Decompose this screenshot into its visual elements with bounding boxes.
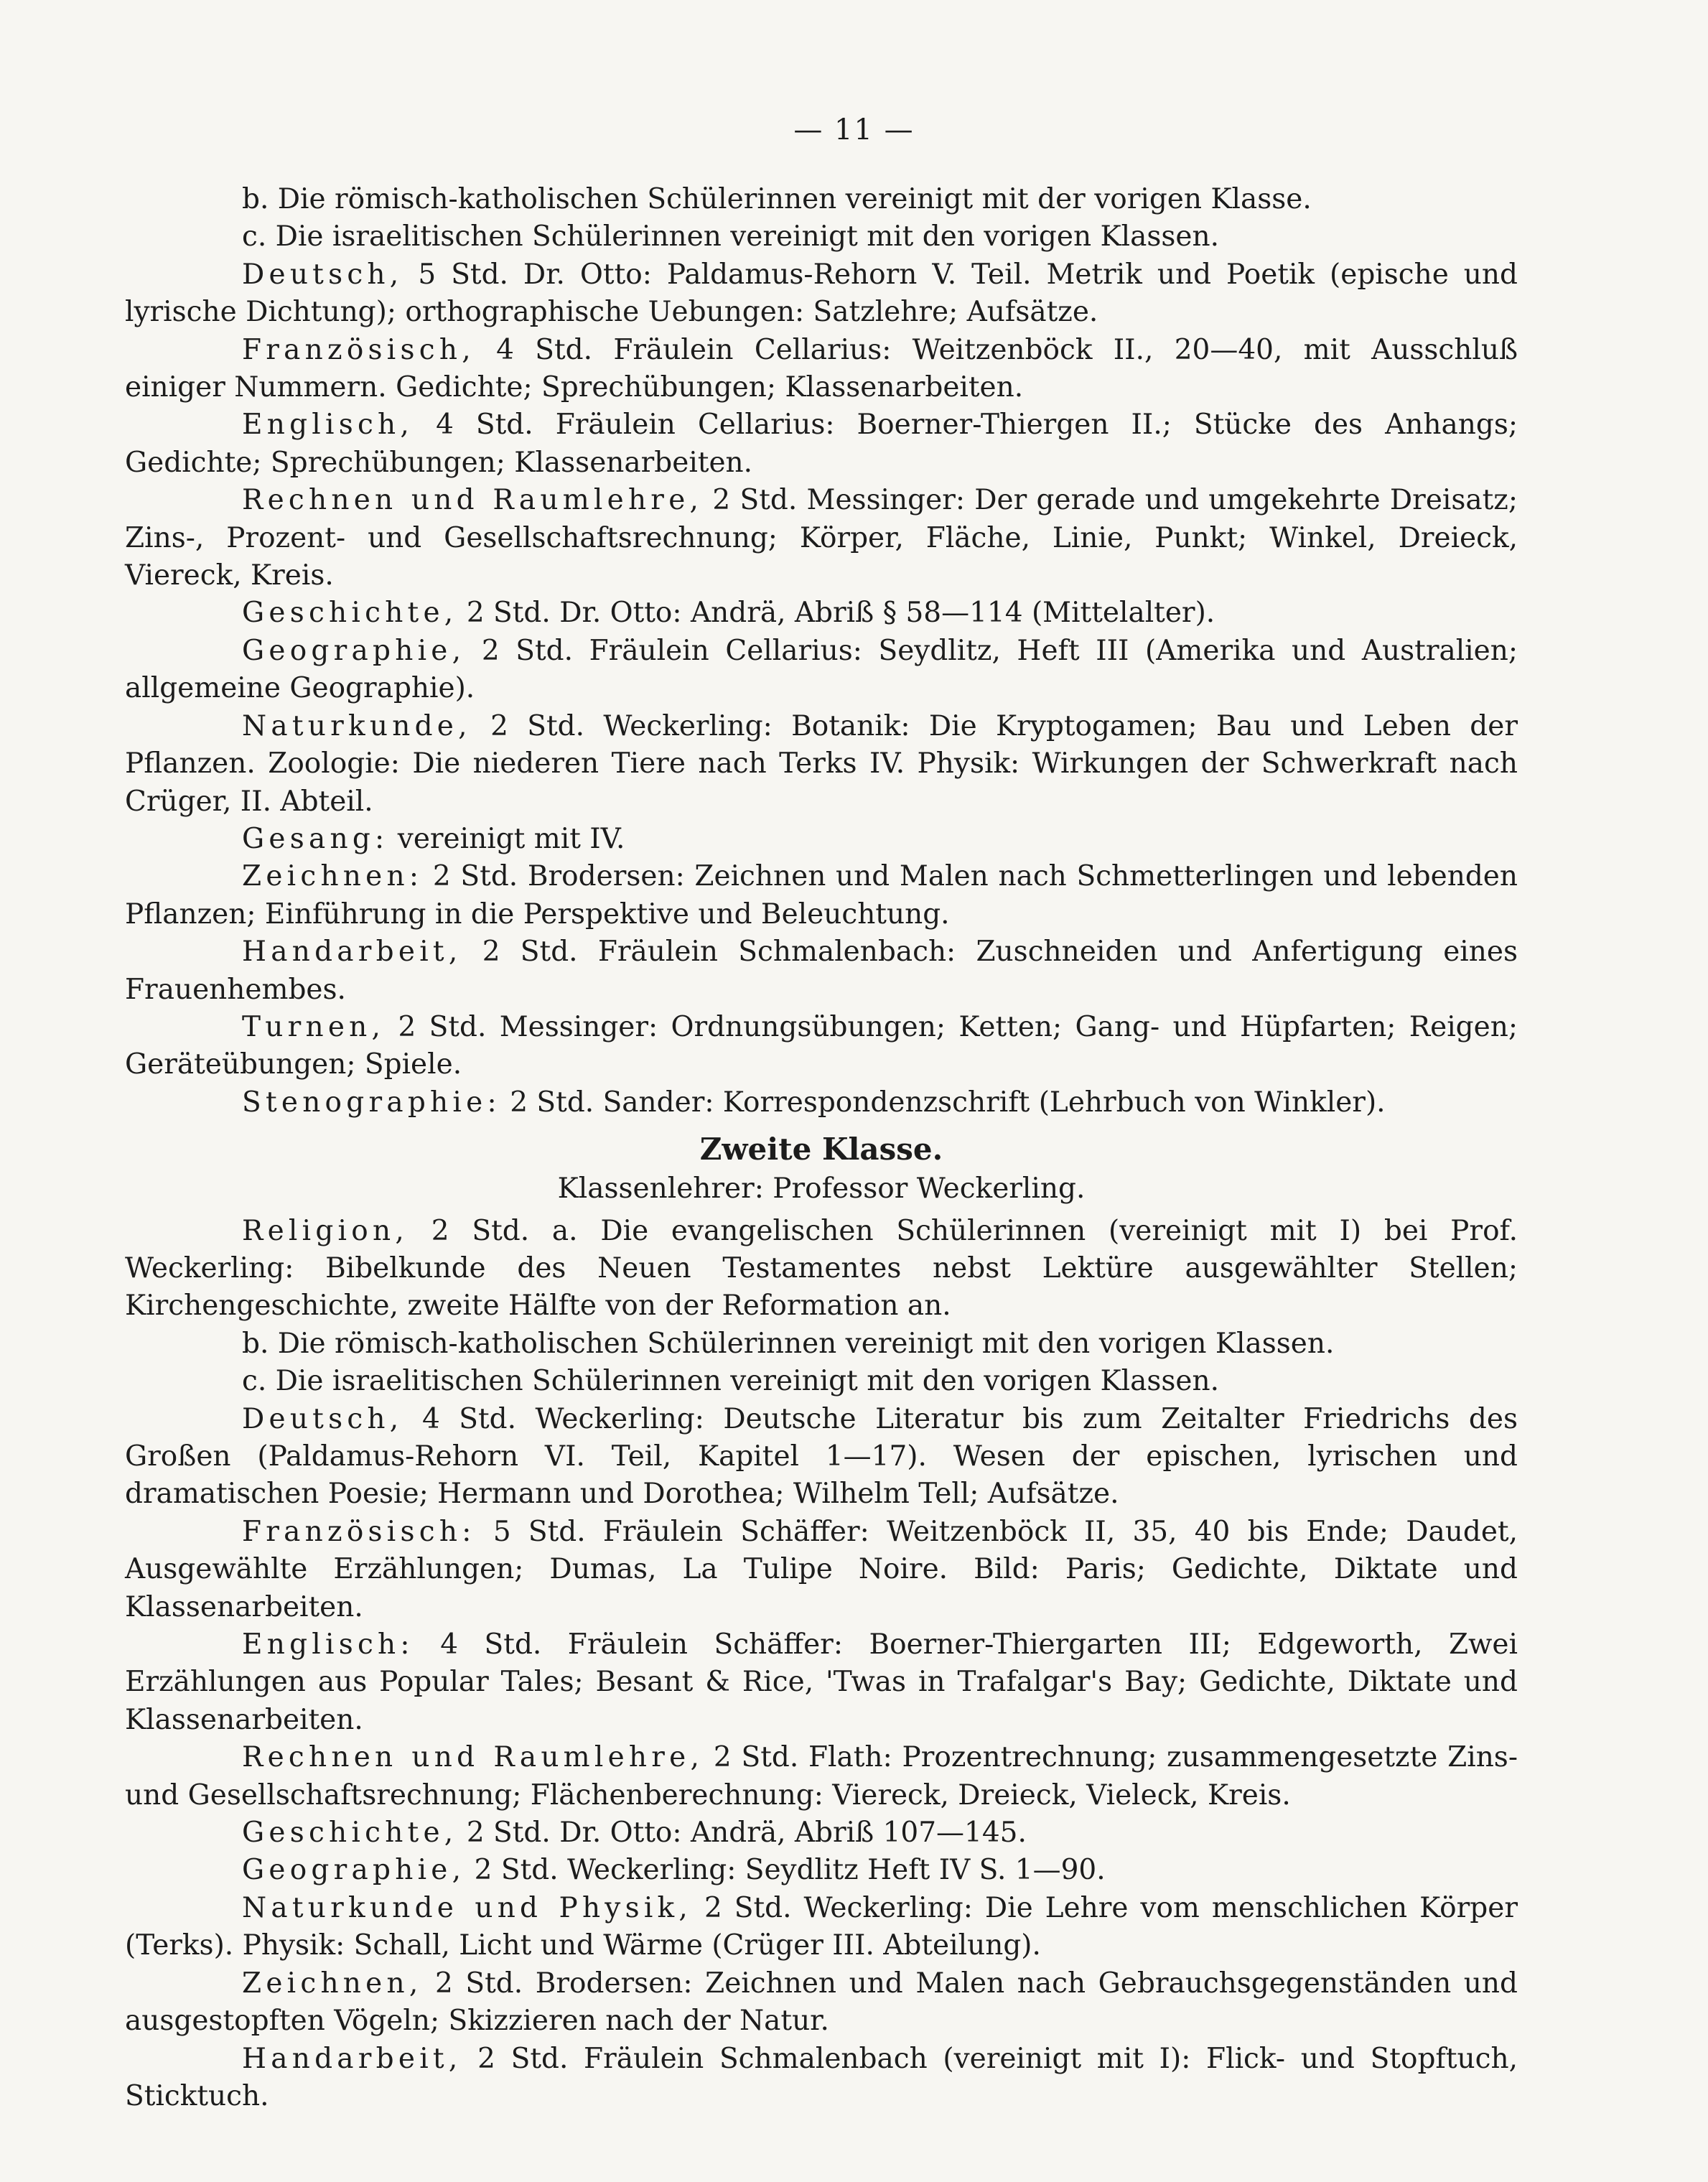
- subject-name: Französisch:: [242, 1515, 476, 1548]
- subject-name: Naturkunde und Physik,: [242, 1891, 693, 1924]
- subject-paragraph: [125, 1363, 1518, 1400]
- page-number: — 11 —: [793, 113, 915, 146]
- subject-paragraph: [125, 1325, 1518, 1363]
- subject-description: 2 Std. Brodersen: Zeichnen und Malen nach Schmetterlingen und lebenden Pflanzen; Einführung in die Perspektive und Beleuchtung.: [125, 860, 1518, 931]
- subject-paragraph: [125, 1852, 1518, 1889]
- subject-name: Gesang:: [242, 822, 389, 855]
- subject-description: 2 Std. Sander: Korrespondenzschrift (Lehrbuch von Winkler).: [500, 1086, 1386, 1119]
- subject-paragraph: [125, 1213, 1518, 1325]
- subject-paragraph: [125, 218, 1518, 256]
- subject-name: Geographie,: [242, 634, 466, 667]
- page-body: [125, 181, 1518, 2115]
- subject-description: 4 Std. Fräulein Cellarius: Weitzenböck II., 20—40, mit Ausschluß einiger Nummern. Gedichte; Sprechübungen; Klassenarbeiten.: [125, 333, 1518, 404]
- subject-name: Rechnen und Raumlehre,: [242, 484, 704, 517]
- subject-name: Englisch:: [242, 1628, 414, 1661]
- subject-description: c. Die israelitischen Schülerinnen vereinigt mit den vorigen Klassen.: [242, 220, 1219, 253]
- subject-paragraph: [125, 1514, 1518, 1626]
- subject-description: b. Die römisch-katholischen Schülerinnen vereinigt mit den vorigen Klassen.: [242, 1327, 1335, 1360]
- subject-paragraph: [125, 406, 1518, 482]
- subject-name: Religion,: [242, 1214, 409, 1247]
- subject-description: 2 Std. Fräulein Schmalenbach: Zuschneiden und Anfertigung eines Frauenhembes.: [125, 936, 1518, 1006]
- subject-description: 2 Std. Fräulein Schmalenbach (vereinigt mit I): Flick- und Stopftuch, Sticktuch.: [125, 2042, 1518, 2112]
- subject-paragraph: [125, 1965, 1518, 2041]
- subject-paragraph: [125, 1009, 1518, 1084]
- subject-description: 2 Std. Messinger: Ordnungsübungen; Ketten; Gang- und Hüpfarten; Reigen; Geräteübungen; Spiele.: [125, 1010, 1518, 1081]
- subject-description: 2 Std. Dr. Otto: Andrä, Abriß 107—145.: [457, 1817, 1027, 1850]
- subject-paragraph: [125, 181, 1518, 218]
- subject-paragraph: [125, 332, 1518, 407]
- section-subtitle: Klassenlehrer: Professor Weckerling.: [557, 1172, 1086, 1206]
- subject-paragraph: [125, 1084, 1518, 1122]
- subject-description: 2 Std. Fräulein Cellarius: Seydlitz, Heft III (Amerika und Australien; allgemeine Geographie).: [125, 634, 1518, 705]
- section-title: Zweite Klasse.: [699, 1132, 943, 1167]
- subject-paragraph: [125, 1890, 1518, 1965]
- subject-name: Turnen,: [242, 1010, 386, 1043]
- subject-name: Deutsch,: [242, 258, 403, 291]
- subject-description: 4 Std. Fräulein Schäffer: Boerner-Thiergarten III; Edgeworth, Zwei Erzählungen aus Popular Tales; Besant & Rice, 'Twas in Trafalgar's Bay; Gedichte, Diktate und Klassenarbeiten.: [125, 1628, 1518, 1736]
- subject-description: 4 Std. Fräulein Cellarius: Boerner-Thiergen II.; Stücke des Anhangs; Gedichte; Sprechübungen; Klassenarbeiten.: [125, 409, 1518, 479]
- subject-paragraph: [125, 633, 1518, 708]
- subject-paragraph: [125, 1814, 1518, 1852]
- second-class-curriculum: [125, 1213, 1518, 2116]
- subject-paragraph: [125, 256, 1518, 332]
- subject-description: 2 Std. Weckerling: Botanik: Die Kryptogamen; Bau und Leben der Pflanzen. Zoologie: Die niederen Tiere nach Terks IV. Physik: Wirkungen der Schwerkraft nach Crüger, II. Abteil.: [125, 709, 1518, 818]
- subject-description: 5 Std. Fräulein Schäffer: Weitzenböck II, 35, 40 bis Ende; Daudet, Ausgewählte Erzählungen; Dumas, La Tulipe Noire. Bild: Paris; Gedichte, Diktate und Klassenarbeiten.: [125, 1515, 1518, 1623]
- subject-description: vereinigt mit IV.: [388, 822, 625, 855]
- subject-name: Französisch,: [242, 333, 475, 366]
- subject-name: Zeichnen,: [242, 1967, 423, 2000]
- subject-paragraph: [125, 933, 1518, 1009]
- subject-name: Zeichnen:: [242, 860, 424, 893]
- subject-description: 2 Std. Weckerling: Die Lehre vom menschlichen Körper (Terks). Physik: Schall, Licht und Wärme (Crüger III. Abteilung).: [125, 1891, 1518, 1962]
- subject-paragraph: [125, 708, 1518, 821]
- subject-name: Geographie,: [242, 1854, 466, 1887]
- subject-paragraph: [125, 858, 1518, 933]
- subject-paragraph: [125, 482, 1518, 595]
- subject-name: Naturkunde,: [242, 709, 472, 742]
- subject-description: 2 Std. Weckerling: Seydlitz Heft IV S. 1—90.: [465, 1854, 1106, 1887]
- subject-paragraph: [125, 821, 1518, 858]
- subject-name: Geschichte,: [242, 597, 458, 630]
- subject-description: 2 Std. Flath: Prozentrechnung; zusammengesetzte Zins- und Gesellschaftsrechnung; Flächenberechnung: Viereck, Dreieck, Vieleck, Kreis.: [125, 1741, 1518, 1812]
- subject-description: 2 Std. Dr. Otto: Andrä, Abriß § 58—114 (Mittelalter).: [457, 597, 1215, 630]
- first-class-continuation: [125, 181, 1518, 1122]
- subject-description: 2 Std. Brodersen: Zeichnen und Malen nach Gebrauchsgegenständen und ausgestopften Vögeln; Skizzieren nach der Natur.: [125, 1967, 1518, 2038]
- subject-description: 2 Std. Messinger: Der gerade und umgekehrte Dreisatz; Zins-, Prozent- und Gesellschaftsrechnung; Körper, Fläche, Linie, Punkt; Winkel, Dreieck, Viereck, Kreis.: [125, 484, 1518, 592]
- subject-name: Handarbeit,: [242, 936, 462, 969]
- subject-paragraph: [125, 595, 1518, 632]
- subject-name: Englisch,: [242, 409, 414, 442]
- subject-description: 5 Std. Dr. Otto: Paldamus-Rehorn V. Teil. Metrik und Poetik (epische und lyrische Dichtung); orthographische Uebungen: Satzlehre; Aufsätze.: [125, 258, 1518, 329]
- subject-name: Handarbeit,: [242, 2042, 462, 2075]
- subject-paragraph: [125, 1626, 1518, 1739]
- subject-name: Stenographie:: [242, 1086, 501, 1119]
- subject-paragraph: [125, 1739, 1518, 1814]
- subject-name: Rechnen und Raumlehre,: [242, 1741, 704, 1774]
- subject-description: c. Die israelitischen Schülerinnen vereinigt mit den vorigen Klassen.: [242, 1365, 1219, 1398]
- subject-paragraph: [125, 2041, 1518, 2116]
- subject-description: 2 Std. a. Die evangelischen Schülerinnen (vereinigt mit I) bei Prof. Weckerling: Bibelkunde des Neuen Testamentes nebst Lektüre ausgewählter Stellen; Kirchengeschichte, zweite Hälfte von der Reformation an.: [125, 1214, 1518, 1323]
- subject-description: 4 Std. Weckerling: Deutsche Literatur bis zum Zeitalter Friedrichs des Großen (Paldamus-Rehorn VI. Teil, Kapitel 1—17). Wesen der epischen, lyrischen und dramatischen Poesie; Hermann und Dorothea; Wilhelm Tell; Aufsätze.: [125, 1402, 1518, 1511]
- subject-name: Geschichte,: [242, 1817, 458, 1850]
- subject-description: b. Die römisch-katholischen Schülerinnen vereinigt mit der vorigen Klasse.: [242, 183, 1312, 215]
- subject-name: Deutsch,: [242, 1402, 403, 1435]
- subject-paragraph: [125, 1401, 1518, 1514]
